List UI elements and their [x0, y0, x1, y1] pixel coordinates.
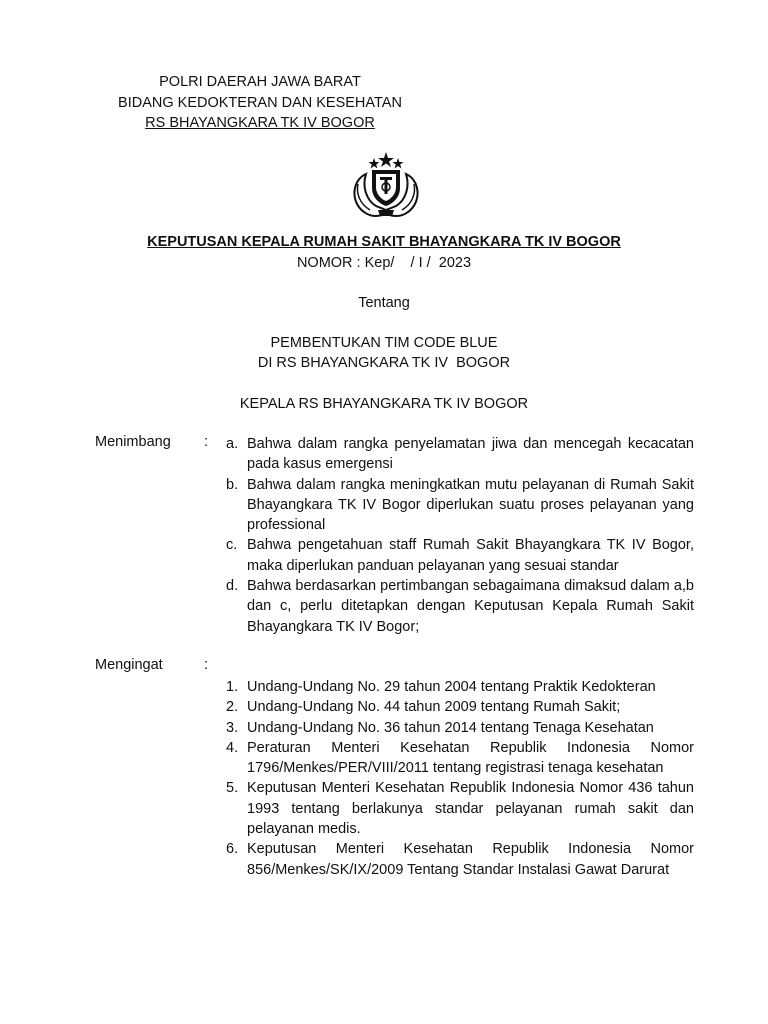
- list-item: [226, 535, 694, 576]
- list-marker: b.: [226, 476, 239, 493]
- list-item: [226, 677, 694, 697]
- header-line-3: RS BHAYANGKARA TK IV BOGOR: [145, 115, 375, 131]
- list-item: [226, 839, 694, 880]
- list-marker: c.: [226, 537, 238, 554]
- list-item: [226, 778, 694, 839]
- list-marker: 3.: [226, 719, 239, 736]
- mengingat-label: Mengingat: [95, 657, 163, 673]
- mengingat-colon: :: [204, 657, 209, 673]
- mengingat-list: [226, 677, 694, 880]
- list-item: [226, 738, 694, 779]
- decree-title: KEPUTUSAN KEPALA RUMAH SAKIT BHAYANGKARA TK IV BOGOR: [147, 234, 621, 250]
- list-item-text: Bahwa dalam rangka meningkatkan mutu pelayanan di Rumah Sakit Bhayangkara TK IV Bogor diperlukan suatu proses pelayanan yang professional: [247, 476, 694, 534]
- list-item-text: Bahwa pengetahuan staff Rumah Sakit Bhayangkara TK IV Bogor, maka diperlukan panduan pelayanan yang sesuai standar: [247, 537, 694, 574]
- list-item-text: Keputusan Menteri Kesehatan Republik Indonesia Nomor 856/Menkes/SK/IX/2009 Tentang Standar Instalasi Gawat Darurat: [247, 841, 694, 878]
- list-item-text: Peraturan Menteri Kesehatan Republik Indonesia Nomor 1796/Menkes/PER/VIII/2011 tentang registrasi tenaga kesehatan: [247, 739, 694, 777]
- list-marker: 6.: [226, 841, 239, 858]
- list-item-text: Undang-Undang No. 36 tahun 2014 tentang Tenaga Kesehatan: [247, 719, 654, 736]
- list-item: [226, 434, 694, 475]
- list-marker: a.: [226, 436, 239, 452]
- subject-line-2: DI RS BHAYANGKARA TK IV BOGOR: [257, 355, 511, 371]
- list-item-text: Keputusan Menteri Kesehatan Republik Indonesia Nomor 436 tahun 1993 tentang berlakunya standar pelayanan rumah sakit dan pelayanan medis.: [247, 780, 694, 838]
- list-marker: d.: [226, 578, 239, 595]
- header-line-2: BIDANG KEDOKTERAN DAN KESEHATAN: [118, 95, 402, 111]
- list-item: [226, 718, 694, 738]
- list-marker: 1.: [226, 679, 239, 695]
- menimbang-list: [226, 434, 694, 637]
- about-label: Tentang: [358, 295, 410, 311]
- list-item: [226, 475, 694, 536]
- list-item: [226, 697, 694, 717]
- list-marker: 4.: [226, 739, 239, 756]
- list-item-text: Bahwa dalam rangka penyelamatan jiwa dan mencegah kecacatan pada kasus emergensi: [247, 436, 694, 473]
- list-item-text: Bahwa berdasarkan pertimbangan sebagaimana dimaksud dalam a,b dan c, perlu ditetapkan dengan Keputusan Kepala Rumah Sakit Bhayangkara TK IV Bogor;: [247, 578, 694, 635]
- list-item-text: Undang-Undang No. 44 tahun 2009 tentang Rumah Sakit;: [247, 699, 621, 716]
- header-line-1: POLRI DAERAH JAWA BARAT: [159, 74, 361, 90]
- list-marker: 5.: [226, 780, 239, 797]
- issuer-title: KEPALA RS BHAYANGKARA TK IV BOGOR: [239, 396, 529, 412]
- decree-number: NOMOR : Kep/ / I / 2023: [296, 255, 472, 271]
- police-emblem-icon: [344, 150, 428, 222]
- list-marker: 2.: [226, 699, 239, 716]
- menimbang-colon: :: [204, 434, 209, 450]
- subject-line-1: PEMBENTUKAN TIM CODE BLUE: [270, 335, 498, 351]
- list-item: [226, 576, 694, 637]
- list-item-text: Undang-Undang No. 29 tahun 2004 tentang Praktik Kedokteran: [247, 679, 656, 695]
- menimbang-label: Menimbang: [95, 434, 171, 450]
